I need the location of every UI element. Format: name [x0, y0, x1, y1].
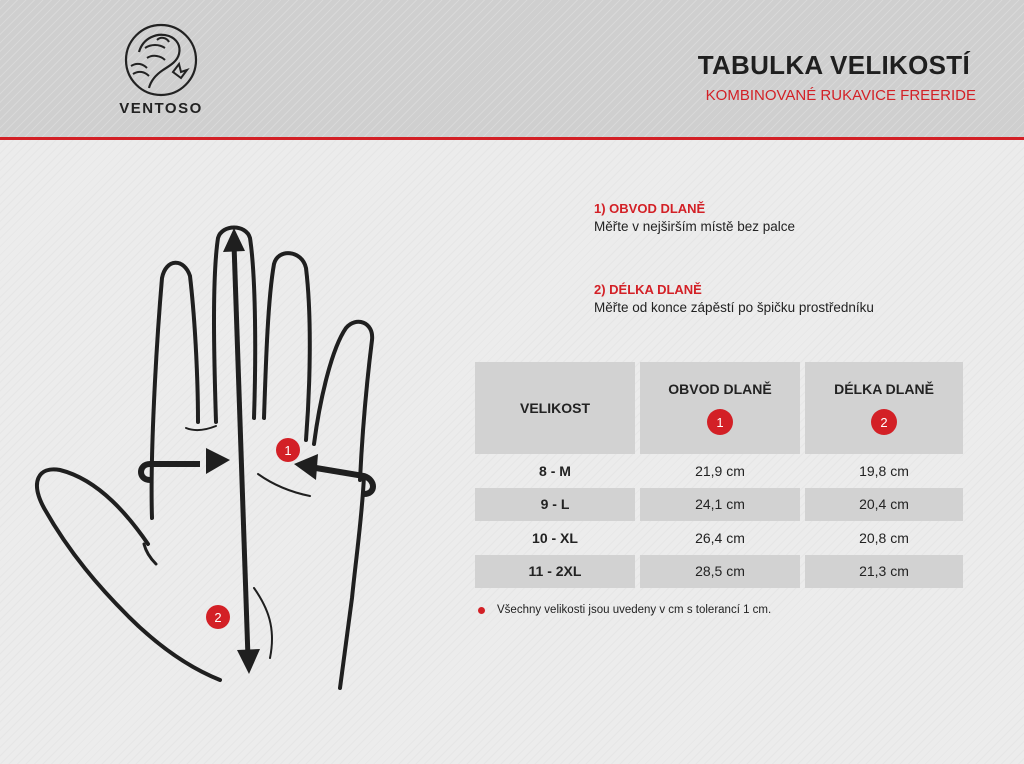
header-size-label: VELIKOST — [519, 400, 590, 416]
size-table — [475, 362, 963, 588]
header-size — [475, 362, 635, 454]
header-circumference — [640, 362, 800, 454]
table-row — [475, 521, 963, 555]
palm-edge-outline — [340, 476, 364, 688]
header-length-label: DÉLKA DLANĚ — [834, 381, 934, 397]
circumference-cell: 21,9 cm — [695, 462, 745, 479]
marker-1-label: 1 — [284, 443, 292, 458]
header-length — [805, 362, 963, 454]
ring-finger-outline — [264, 253, 310, 440]
tolerance-note-text: Všechny velikosti jsou uvedeny v cm s tolerancí 1 cm. — [497, 604, 772, 616]
brand-logo — [116, 22, 206, 122]
hand-illustration — [20, 218, 400, 698]
table-row — [475, 555, 963, 589]
size-cell: 11 - 2XL — [475, 555, 635, 589]
marker-2 — [206, 605, 230, 629]
header-divider — [0, 137, 1024, 140]
measure-length-info — [594, 282, 874, 315]
brand-name: VENTOSO — [119, 100, 203, 117]
length-cell: 21,3 cm — [805, 555, 963, 589]
table-row — [475, 454, 963, 488]
page-title: TABULKA VELIKOSTÍ — [697, 50, 970, 80]
page-subtitle: KOMBINOVANÉ RUKAVICE FREERIDE — [705, 87, 976, 104]
circumference-heading: 1) OBVOD DLANĚ — [594, 201, 706, 216]
length-cell: 19,8 cm — [859, 462, 909, 479]
length-cell: 20,8 cm — [859, 529, 909, 546]
circumference-cell: 24,1 cm — [640, 488, 800, 522]
length-heading: 2) DÉLKA DLANĚ — [594, 282, 702, 297]
table-row — [475, 488, 963, 522]
circumference-arrows — [141, 448, 373, 494]
size-table-header — [475, 362, 963, 454]
size-cell: 8 - M — [539, 462, 571, 479]
bullet-dot-icon — [478, 607, 485, 614]
length-badge: 2 — [871, 409, 897, 435]
size-cell: 9 - L — [475, 488, 635, 522]
marker-2-label: 2 — [214, 610, 222, 625]
measure-circumference-info — [594, 201, 795, 234]
tolerance-note — [478, 604, 771, 616]
index-finger-outline — [152, 263, 198, 518]
header-circumference-label: OBVOD DLANĚ — [668, 381, 772, 397]
little-finger-outline — [314, 322, 372, 480]
length-description: Měřte od konce zápěstí po špičku prostředníku — [594, 300, 874, 315]
circumference-badge: 1 — [707, 409, 733, 435]
logo-emblem-icon — [121, 22, 201, 98]
size-cell: 10 - XL — [532, 529, 578, 546]
length-cell: 20,4 cm — [805, 488, 963, 522]
circumference-cell: 28,5 cm — [640, 555, 800, 589]
circumference-cell: 26,4 cm — [695, 529, 745, 546]
hand-outline — [37, 469, 220, 680]
marker-1 — [276, 438, 300, 462]
circumference-description: Měřte v nejširším místě bez palce — [594, 219, 796, 234]
